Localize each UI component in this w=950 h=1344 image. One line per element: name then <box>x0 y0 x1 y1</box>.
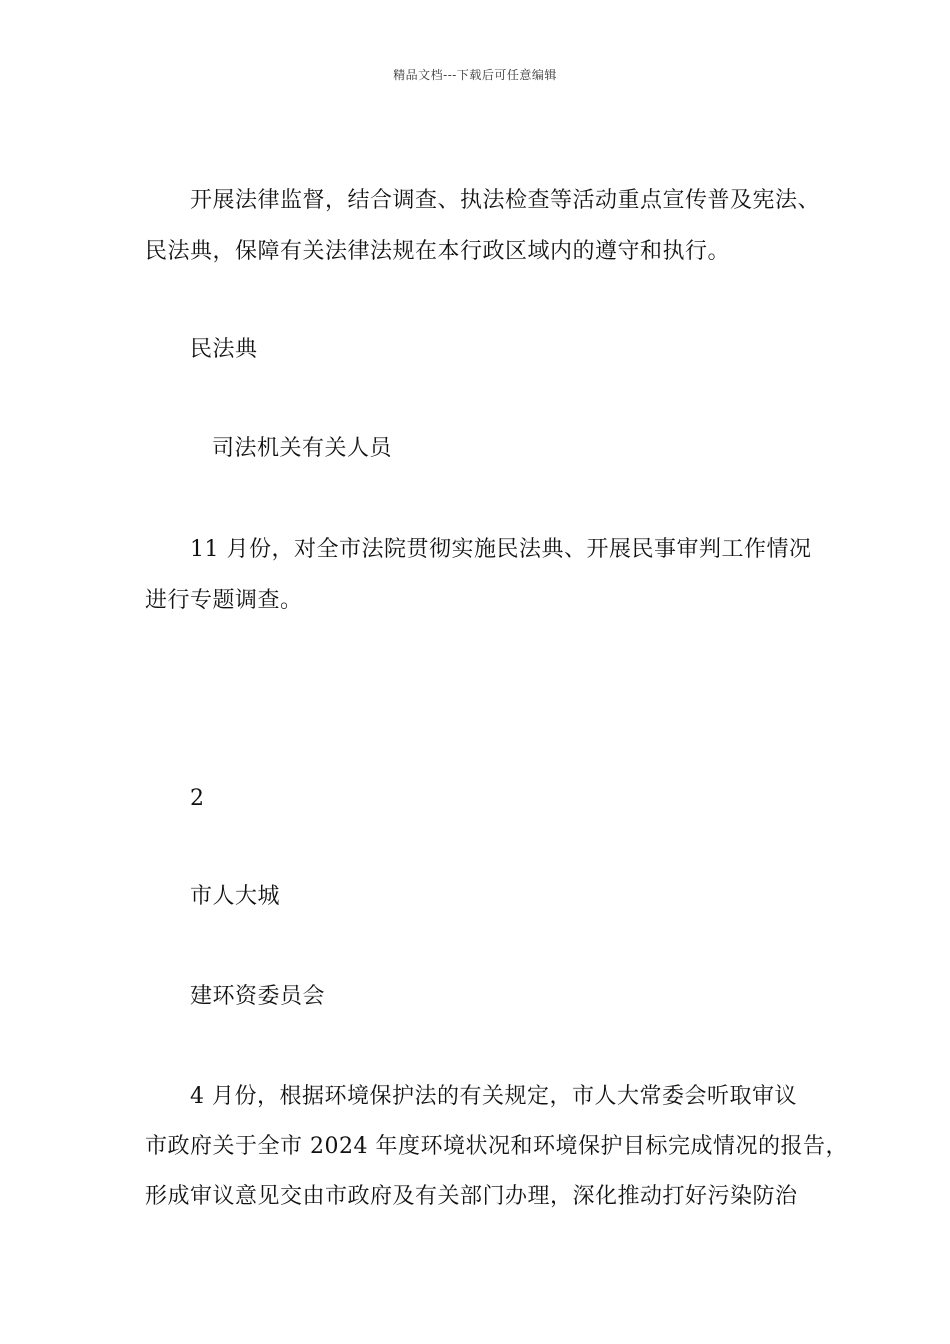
paragraph-3-line-2: 市政府关于全市 2024 年度环境状况和环境保护目标完成情况的报告， <box>145 1134 848 1159</box>
item-2-number: 2 <box>190 786 205 811</box>
paragraph-3-line-3: 形成审议意见交由市政府及有关部门办理，深化推动打好污染防治 <box>145 1184 798 1209</box>
paragraph-2-line-2: 进行专题调查。 <box>145 588 303 613</box>
item-1-target: 司法机关有关人员 <box>212 436 393 461</box>
item-1-title: 民法典 <box>190 337 258 362</box>
item-2-org-line-1: 市人大城 <box>190 884 281 909</box>
item-2-org-line-2: 建环资委员会 <box>190 984 326 1009</box>
paragraph-2-line-1: 11 月份，对全市法院贯彻实施民法典、开展民事审判工作情况 <box>190 537 812 562</box>
page-header: 精品文档---下载后可任意编辑 <box>393 68 557 82</box>
paragraph-3-line-1: 4 月份，根据环境保护法的有关规定，市人大常委会听取审议 <box>190 1084 797 1109</box>
paragraph-1-line-1: 开展法律监督，结合调查、执法检查等活动重点宣传普及宪法、 <box>190 188 821 213</box>
paragraph-1-line-2: 民法典，保障有关法律法规在本行政区域内的遵守和执行。 <box>145 239 731 264</box>
